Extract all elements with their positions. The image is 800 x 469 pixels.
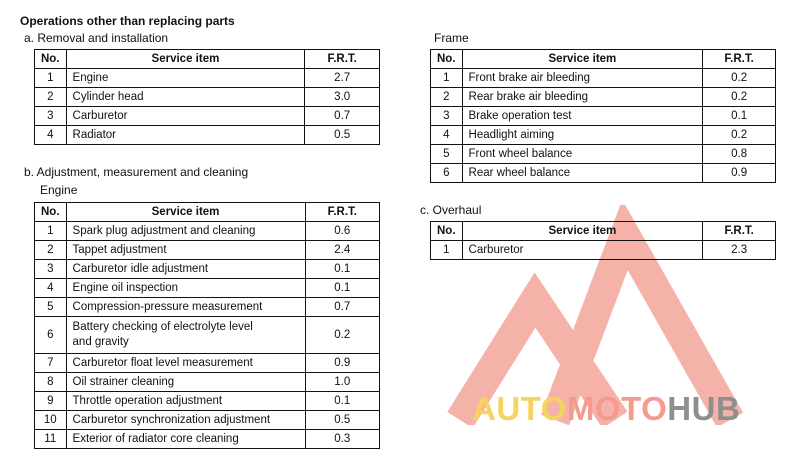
row-item: Headlight aiming (462, 126, 703, 145)
row-item: Rear brake air bleeding (462, 88, 703, 107)
row-frt: 0.2 (703, 88, 776, 107)
row-item: Engine oil inspection (66, 279, 305, 298)
watermark-hub: HUB (667, 390, 741, 427)
row-frt: 3.0 (305, 88, 380, 107)
col-frt-header: F.R.T. (703, 50, 776, 69)
frame-table (430, 49, 776, 183)
col-item-header: Service item (66, 203, 305, 222)
row-item: Front brake air bleeding (462, 69, 703, 88)
col-no-header: No. (35, 203, 67, 222)
row-frt: 2.3 (703, 241, 776, 260)
row-no: 1 (35, 69, 67, 88)
row-frt: 0.1 (305, 260, 379, 279)
row-item: Radiator (66, 126, 305, 145)
row-frt: 0.9 (703, 164, 776, 183)
table-row (35, 411, 380, 430)
row-frt: 0.3 (305, 430, 379, 449)
table-row (431, 69, 776, 88)
row-frt: 0.7 (305, 107, 380, 126)
frame-heading: Frame (434, 31, 469, 45)
row-frt: 0.1 (703, 107, 776, 126)
col-frt-header: F.R.T. (305, 50, 380, 69)
col-item-header: Service item (462, 222, 703, 241)
col-no-header: No. (431, 50, 463, 69)
row-no: 6 (35, 317, 67, 354)
row-no: 5 (35, 298, 67, 317)
row-frt: 0.2 (703, 69, 776, 88)
row-frt: 0.2 (703, 126, 776, 145)
row-no: 1 (431, 241, 463, 260)
row-no: 6 (431, 164, 463, 183)
row-item: Carburetor float level measurement (66, 354, 305, 373)
table-row (35, 69, 380, 88)
col-no-header: No. (431, 222, 463, 241)
col-item-header: Service item (462, 50, 703, 69)
row-frt: 0.9 (305, 354, 379, 373)
row-no: 4 (35, 126, 67, 145)
col-no-header: No. (35, 50, 67, 69)
row-frt: 0.1 (305, 279, 379, 298)
table-row (35, 88, 380, 107)
table-row (431, 241, 776, 260)
row-frt: 0.1 (305, 392, 379, 411)
row-frt: 0.8 (703, 145, 776, 164)
row-no: 11 (35, 430, 67, 449)
table-row (431, 126, 776, 145)
row-frt: 0.2 (305, 317, 379, 354)
adjustment-table (34, 202, 380, 449)
row-frt: 0.5 (305, 126, 380, 145)
row-no: 2 (431, 88, 463, 107)
row-no: 4 (431, 126, 463, 145)
row-item: Tappet adjustment (66, 241, 305, 260)
table-row (35, 126, 380, 145)
overhaul-heading: c. Overhaul (420, 203, 482, 217)
row-no: 9 (35, 392, 67, 411)
table-row (35, 222, 380, 241)
table-row (35, 430, 380, 449)
watermark-text (472, 390, 740, 428)
col-frt-header: F.R.T. (703, 222, 776, 241)
row-item: Spark plug adjustment and cleaning (66, 222, 305, 241)
row-item: Rear wheel balance (462, 164, 703, 183)
row-item: Oil strainer cleaning (66, 373, 305, 392)
row-no: 1 (35, 222, 67, 241)
table-row (431, 164, 776, 183)
row-no: 1 (431, 69, 463, 88)
col-frt-header: F.R.T. (305, 203, 379, 222)
row-frt: 1.0 (305, 373, 379, 392)
row-no: 5 (431, 145, 463, 164)
row-item: Compression-pressure measurement (66, 298, 305, 317)
watermark-auto: AUTO (472, 390, 567, 427)
table-row (35, 392, 380, 411)
row-item: Carburetor (462, 241, 703, 260)
table-row (35, 298, 380, 317)
table-row (35, 279, 380, 298)
row-frt: 0.7 (305, 298, 379, 317)
table-row (431, 107, 776, 126)
removal-heading: a. Removal and installation (24, 31, 169, 45)
overhaul-table (430, 221, 776, 260)
row-item: Carburetor idle adjustment (66, 260, 305, 279)
row-no: 4 (35, 279, 67, 298)
table-row (35, 241, 380, 260)
row-item: Throttle operation adjustment (66, 392, 305, 411)
table-row (35, 260, 380, 279)
row-frt: 0.6 (305, 222, 379, 241)
adjustment-heading: b. Adjustment, measurement and cleaning (24, 165, 249, 179)
row-no: 8 (35, 373, 67, 392)
row-item: Exterior of radiator core cleaning (66, 430, 305, 449)
table-row (35, 317, 380, 354)
row-no: 10 (35, 411, 67, 430)
row-item: Carburetor (66, 107, 305, 126)
row-frt: 2.4 (305, 241, 379, 260)
table-row (35, 107, 380, 126)
row-item: Brake operation test (462, 107, 703, 126)
watermark-moto: MOTO (566, 390, 668, 427)
row-item: Carburetor synchronization adjustment (66, 411, 305, 430)
row-item-line1: Battery checking of electrolyte level (72, 321, 253, 333)
col-item-header: Service item (66, 50, 305, 69)
table-row (35, 354, 380, 373)
row-no: 7 (35, 354, 67, 373)
row-item: Engine (66, 69, 305, 88)
row-no: 2 (35, 241, 67, 260)
row-no: 3 (35, 260, 67, 279)
row-item: Cylinder head (66, 88, 305, 107)
row-item: Front wheel balance (462, 145, 703, 164)
row-frt: 0.5 (305, 411, 379, 430)
table-row (431, 88, 776, 107)
row-no: 3 (35, 107, 67, 126)
row-frt: 2.7 (305, 69, 380, 88)
row-item (66, 317, 305, 354)
table-row (431, 145, 776, 164)
row-no: 2 (35, 88, 67, 107)
removal-table (34, 49, 380, 145)
row-no: 3 (431, 107, 463, 126)
page-title: Operations other than replacing parts (20, 14, 235, 28)
engine-subheading: Engine (40, 183, 78, 197)
row-item-line2: and gravity (72, 336, 129, 348)
table-row (35, 373, 380, 392)
